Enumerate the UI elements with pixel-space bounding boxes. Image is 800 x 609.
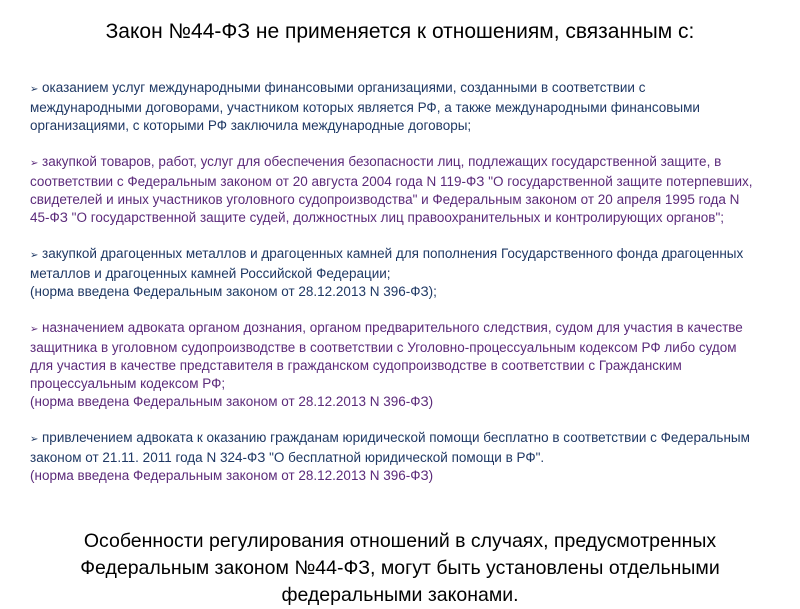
- list-item: [30, 79, 758, 135]
- arrow-bullet-icon: ➢: [30, 84, 39, 95]
- arrow-bullet-icon: ➢: [30, 324, 39, 335]
- list-item: [30, 245, 758, 301]
- arrow-bullet-icon: ➢: [30, 250, 39, 261]
- item-text: закупкой драгоценных металлов и драгоценных камней для пополнения Государственного фонда драгоценных металлов и драгоценных камней Российской Федерации;: [30, 246, 744, 281]
- slide-title: Закон №44-ФЗ не применяется к отношениям, связанным с:: [105, 20, 695, 43]
- item-text: закупкой товаров, работ, услуг для обеспечения безопасности лиц, подлежащих государственной защите, в соответствии с Федеральным законом от 20 августа 2004 года N 119-ФЗ "О государственной защите потерпевших, свидетелей и иных участников уголовного судопроизводства" и Федеральным законом от 20 апреля 1995 года N 45-ФЗ "О государственной защите судей, должностных лиц правоохранительных и контролирующих органов";: [30, 154, 753, 225]
- item-note: (норма введена Федеральным законом от 28.12.2013 N 396-ФЗ);: [30, 284, 437, 299]
- list-item: [30, 319, 758, 411]
- item-text: назначением адвоката органом дознания, органом предварительного следствия, судом для участия в качестве защитника в уголовном судопроизводстве в соответствии с Уголовно-процессуальным кодексом РФ либо судом для участия в качестве представителя в гражданском судопроизводстве в соответствии с Гражданским процессуальным кодексом РФ;: [30, 320, 743, 391]
- item-note: (норма введена Федеральным законом от 28.12.2013 N 396-ФЗ): [30, 394, 434, 409]
- arrow-bullet-icon: ➢: [30, 434, 39, 445]
- item-text: оказанием услуг международными финансовыми организациями, созданными в соответствии с международными договорами, участником которых является РФ, а также международными финансовыми организациями, с которыми РФ заключила международные договоры;: [30, 80, 700, 133]
- list-item: [30, 153, 758, 227]
- item-note: (норма введена Федеральным законом от 28.12.2013 N 396-ФЗ): [30, 468, 434, 483]
- arrow-bullet-icon: ➢: [30, 158, 39, 169]
- closing-statement: Особенности регулирования отношений в случаях, предусмотренных Федеральным законом №44-ФЗ, могут быть установлены отдельными федеральными законами.: [80, 530, 720, 606]
- list-item: [30, 429, 758, 485]
- item-text: привлечением адвоката к оказанию гражданам юридической помощи бесплатно в соответствии с Федеральным законом от 21.11. 2011 года N 324-ФЗ "О бесплатной юридической помощи в РФ".: [30, 430, 750, 465]
- exclusions-list: [30, 79, 758, 503]
